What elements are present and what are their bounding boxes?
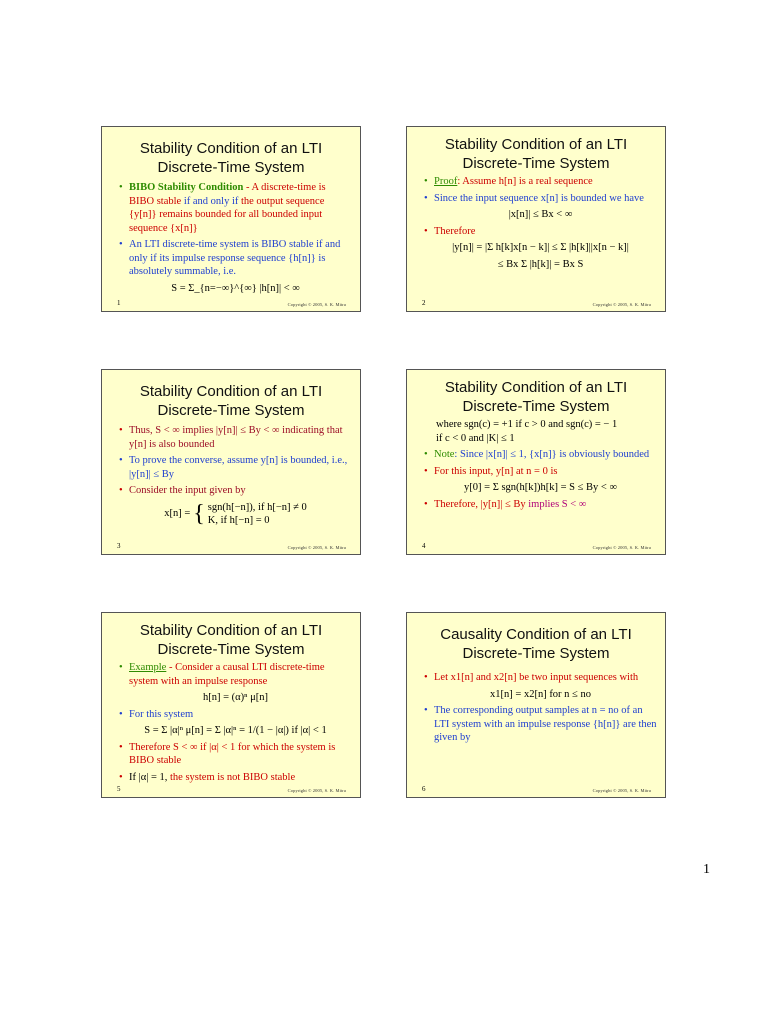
bullet-dot-icon: • — [119, 741, 123, 753]
slide-5 — [101, 612, 361, 798]
equation: S = Σ_{n=−∞}^{∞} |h[n]| < ∞ — [171, 282, 300, 294]
slide-number: 5 — [117, 785, 121, 793]
bullet: • Therefore — [424, 225, 476, 237]
bullet-dot-icon: • — [424, 176, 428, 187]
equation: h[n] = (α)ⁿ μ[n] — [203, 692, 268, 703]
bullet-dot-icon: • — [119, 455, 123, 466]
bullet-dot-icon: • — [424, 192, 428, 204]
equation: x[n] = { sgn(h[−n]), if h[−n] ≠ 0 K, if h[−n] = 0 — [164, 501, 307, 527]
bullet-dot-icon: • — [119, 239, 123, 250]
bullet-dot-icon: • — [424, 672, 428, 683]
text-line: where sgn(c) = +1 if c > 0 and sgn(c) = − 1 — [436, 419, 618, 430]
equation: y[0] = Σ sgn(h[k])h[k] = S ≤ By < ∞ — [464, 482, 617, 493]
slide-number: 3 — [117, 542, 121, 550]
slide-content — [119, 424, 352, 531]
equation: x1[n] = x2[n] for n ≤ no — [490, 688, 591, 700]
bullet: • Example - Consider a causal LTI discrete-time system with an impulse response — [119, 662, 325, 687]
bullet-dot-icon: • — [119, 662, 123, 673]
slide-number: 4 — [422, 542, 426, 550]
bullet: • BIBO Stability Condition - A discrete-time is BIBO stable if and only if the output sequence {y[n]} remains bounded for all bounded input sequence {x[n]} — [119, 182, 326, 234]
bullet-dot-icon: • — [424, 705, 428, 716]
slide-number: 1 — [117, 299, 121, 307]
bullet: • Consider the input given by — [119, 485, 246, 496]
slide-number: 2 — [422, 299, 426, 307]
bullet-dot-icon: • — [119, 485, 123, 496]
equation: ≤ Bx Σ |h[k]| = Bx S — [497, 258, 584, 270]
copyright: Copyright © 2005, S. K. Mitra — [287, 788, 346, 793]
copyright: Copyright © 2005, S. K. Mitra — [287, 302, 346, 307]
slide-title: Stability Condition of an LTI Discrete-Time System — [444, 379, 628, 415]
slide-title: Stability Condition of an LTI Discrete-Time System — [139, 383, 323, 419]
equation: S = Σ |α|ⁿ μ[n] = Σ |α|ⁿ = 1/(1 − |α|) if |α| < 1 — [144, 725, 327, 736]
bullet: • For this input, y[n] at n = 0 is — [424, 465, 558, 477]
bullet: • Proof: Assume h[n] is a real sequence — [424, 176, 593, 187]
equation: |x[n]| ≤ Bx < ∞ — [508, 209, 573, 220]
bullet: • Thus, S < ∞ implies |y[n]| ≤ By < ∞ indicating that y[n] is also bounded — [119, 425, 343, 450]
bullet: • Note: Since |x[n]| ≤ 1, {x[n]} is obviously bounded — [424, 449, 650, 460]
slide-4 — [406, 369, 666, 555]
text-line: if c < 0 and |K| ≤ 1 — [436, 432, 515, 444]
slide-content — [424, 671, 657, 748]
bullet-dot-icon: • — [424, 449, 428, 460]
bullet: • Let x1[n] and x2[n] be two input sequences with — [424, 672, 639, 683]
bullet-dot-icon: • — [119, 182, 123, 193]
slide-title: Causality Condition of an LTI Discrete-Time System — [440, 626, 632, 662]
bullet: • The corresponding output samples at n = no of an LTI system with an impulse response {h[n]} are then given by — [424, 705, 657, 743]
slide-3 — [101, 369, 361, 555]
slide-content — [424, 418, 657, 514]
slide-content — [424, 175, 657, 274]
bullet: • For this system — [119, 708, 194, 720]
slide-content — [119, 181, 352, 298]
equation: |y[n]| = |Σ h[k]x[n − k]| ≤ Σ |h[k]||x[n − k]| — [452, 242, 629, 253]
slide-title: Stability Condition of an LTI Discrete-Time System — [444, 136, 628, 172]
bullet-dot-icon: • — [424, 225, 428, 237]
bullet: • Therefore, |y[n]| ≤ By implies S < ∞ — [424, 498, 587, 510]
bullet-dot-icon: • — [119, 425, 123, 436]
bullet-dot-icon: • — [424, 465, 428, 477]
copyright: Copyright © 2005, S. K. Mitra — [592, 545, 651, 550]
slide-content — [119, 661, 352, 787]
bullet: • Since the input sequence x[n] is bounded we have — [424, 192, 644, 204]
bullet: • If |α| = 1, the system is not BIBO stable — [119, 771, 296, 783]
slide-1 — [101, 126, 361, 312]
slide-number: 6 — [422, 785, 426, 793]
bullet-dot-icon: • — [119, 771, 123, 783]
bullet-dot-icon: • — [119, 708, 123, 720]
bullet: • An LTI discrete-time system is BIBO stable if and only if its impulse response sequence {h[n]} is absolutely summable, i.e. — [119, 239, 341, 277]
bullet: • To prove the converse, assume y[n] is bounded, i.e., |y[n]| ≤ By — [119, 455, 348, 480]
copyright: Copyright © 2005, S. K. Mitra — [592, 788, 651, 793]
slide-title: Stability Condition of an LTI Discrete-Time System — [139, 140, 323, 176]
bullet: • Therefore S < ∞ if |α| < 1 for which the system is BIBO stable — [119, 741, 336, 766]
slide-2 — [406, 126, 666, 312]
copyright: Copyright © 2005, S. K. Mitra — [592, 302, 651, 307]
bullet-dot-icon: • — [424, 498, 428, 510]
slide-6 — [406, 612, 666, 798]
page-number: 1 — [703, 862, 710, 877]
slide-title: Stability Condition of an LTI Discrete-Time System — [139, 622, 323, 658]
brace-icon: { — [193, 501, 205, 527]
copyright: Copyright © 2005, S. K. Mitra — [287, 545, 346, 550]
